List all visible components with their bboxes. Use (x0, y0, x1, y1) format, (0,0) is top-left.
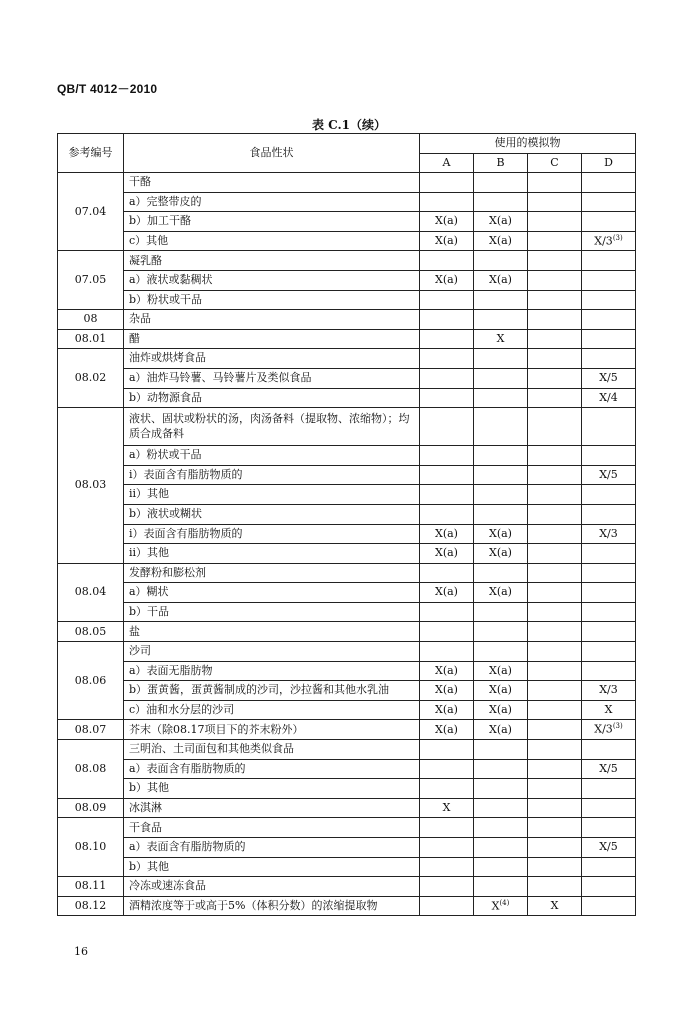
simulant-c-cell (528, 173, 582, 193)
food-description: b）动物源食品 (124, 388, 420, 408)
simulant-d-cell (582, 231, 636, 251)
simulant-mark: X/4 (599, 390, 618, 404)
simulant-d-cell (582, 544, 636, 564)
simulant-b-cell (474, 740, 528, 760)
simulant-d-cell (582, 251, 636, 271)
simulant-mark: X(a) (489, 273, 512, 287)
footnote-ref: (3) (612, 233, 623, 242)
simulant-c-cell (528, 642, 582, 662)
food-description: 芥末（除08.17项目下的芥末粉外） (124, 720, 420, 740)
reference-code: 08 (58, 310, 124, 330)
reference-code: 08.06 (58, 642, 124, 720)
simulant-a-cell (420, 740, 474, 760)
simulant-mark: X (550, 898, 559, 912)
simulant-b-cell (474, 681, 528, 701)
simulant-d-cell (582, 192, 636, 212)
reference-code: 08.05 (58, 622, 124, 642)
simulant-b-cell (474, 231, 528, 251)
simulant-mark: X/3 (599, 683, 618, 697)
table-row (58, 368, 636, 388)
simulant-mark: X/3 (594, 722, 613, 736)
simulant-d-cell (582, 818, 636, 838)
food-description: b）粉状或干品 (124, 290, 420, 310)
simulant-d-cell (582, 720, 636, 740)
simulant-b-cell (474, 408, 528, 446)
reference-code: 08.04 (58, 563, 124, 622)
simulant-mark: X(a) (489, 526, 512, 540)
footnote-ref: (4) (499, 898, 510, 907)
simulant-c-cell (528, 740, 582, 760)
simulant-d-cell (582, 310, 636, 330)
simulant-d-cell (582, 838, 636, 858)
table-row (58, 583, 636, 603)
food-description: ii）其他 (124, 544, 420, 564)
table-row (58, 349, 636, 369)
simulant-a-cell (420, 310, 474, 330)
header-c: C (528, 154, 582, 173)
simulant-d-cell (582, 661, 636, 681)
simulant-a-cell (420, 857, 474, 877)
simulant-c-cell (528, 212, 582, 232)
simulant-b-cell (474, 251, 528, 271)
food-description: 凝乳酪 (124, 251, 420, 271)
food-description: b）干品 (124, 602, 420, 622)
simulant-b-cell (474, 270, 528, 290)
simulant-a-cell (420, 681, 474, 701)
simulant-mark: X(a) (489, 683, 512, 697)
table-row (58, 838, 636, 858)
table-row (58, 192, 636, 212)
simulant-mark: X(a) (489, 585, 512, 599)
food-description: b）液状或糊状 (124, 504, 420, 524)
simulant-c-cell (528, 368, 582, 388)
simulant-b-cell (474, 290, 528, 310)
simulant-b-cell (474, 368, 528, 388)
table-row (58, 231, 636, 251)
table-row (58, 212, 636, 232)
simulant-d-cell (582, 270, 636, 290)
simulant-a-cell (420, 544, 474, 564)
simulant-a-cell (420, 251, 474, 271)
simulant-c-cell (528, 583, 582, 603)
simulant-a-cell (420, 192, 474, 212)
simulant-c-cell (528, 251, 582, 271)
simulant-a-cell (420, 329, 474, 349)
simulant-c-cell (528, 270, 582, 290)
simulant-a-cell (420, 583, 474, 603)
simulant-b-cell (474, 310, 528, 330)
simulant-b-cell (474, 485, 528, 505)
table-row (58, 681, 636, 701)
simulant-d-cell (582, 779, 636, 799)
simulant-c-cell (528, 349, 582, 369)
simulant-c-cell (528, 857, 582, 877)
table-row (58, 173, 636, 193)
simulant-d-cell (582, 485, 636, 505)
simulant-d-cell (582, 368, 636, 388)
food-description: a）糊状 (124, 583, 420, 603)
simulant-mark: X(a) (435, 233, 458, 247)
simulant-mark: X(a) (435, 663, 458, 677)
reference-code: 08.10 (58, 818, 124, 877)
simulant-b-cell (474, 661, 528, 681)
reference-code: 08.01 (58, 329, 124, 349)
simulant-b-cell (474, 544, 528, 564)
simulant-mark: X (442, 800, 451, 814)
simulant-b-cell (474, 563, 528, 583)
table-row (58, 759, 636, 779)
simulant-d-cell (582, 329, 636, 349)
simulant-b-cell (474, 720, 528, 740)
simulant-a-cell (420, 173, 474, 193)
simulant-b-cell (474, 465, 528, 485)
simulant-d-cell (582, 622, 636, 642)
simulant-mark: X/5 (599, 467, 618, 481)
header-simulants: 使用的模拟物 (420, 134, 636, 154)
simulant-c-cell (528, 504, 582, 524)
table-row (58, 563, 636, 583)
simulant-d-cell (582, 896, 636, 916)
header-d: D (582, 154, 636, 173)
simulant-b-cell (474, 838, 528, 858)
simulant-b-cell (474, 622, 528, 642)
table-row (58, 602, 636, 622)
simulant-d-cell (582, 563, 636, 583)
simulant-c-cell (528, 720, 582, 740)
table-row (58, 485, 636, 505)
simulant-d-cell (582, 465, 636, 485)
food-description: a）液状或黏稠状 (124, 270, 420, 290)
simulant-a-cell (420, 838, 474, 858)
simulant-a-cell (420, 896, 474, 916)
simulant-a-cell (420, 388, 474, 408)
simulant-b-cell (474, 818, 528, 838)
simulant-a-cell (420, 524, 474, 544)
simulant-b-cell (474, 642, 528, 662)
table-row (58, 642, 636, 662)
reference-code: 08.03 (58, 408, 124, 564)
food-description: a）表面含有脂肪物质的 (124, 759, 420, 779)
food-description: ii）其他 (124, 485, 420, 505)
simulant-mark: X/3 (599, 526, 618, 540)
food-description: 干食品 (124, 818, 420, 838)
simulant-a-cell (420, 408, 474, 446)
simulant-c-cell (528, 798, 582, 818)
simulant-mark: X(a) (489, 663, 512, 677)
simulant-a-cell (420, 349, 474, 369)
simulant-b-cell (474, 504, 528, 524)
table-row (58, 504, 636, 524)
simulant-b-cell (474, 798, 528, 818)
simulant-d-cell (582, 388, 636, 408)
simulant-a-cell (420, 368, 474, 388)
simulant-a-cell (420, 212, 474, 232)
simulant-b-cell (474, 173, 528, 193)
table-row (58, 720, 636, 740)
table-row (58, 524, 636, 544)
table-row (58, 661, 636, 681)
table-row (58, 251, 636, 271)
simulant-c-cell (528, 700, 582, 720)
simulant-a-cell (420, 290, 474, 310)
food-description: 醋 (124, 329, 420, 349)
food-description: b）加工干酪 (124, 212, 420, 232)
simulant-mark: X (491, 899, 500, 913)
food-description: 盐 (124, 622, 420, 642)
simulant-a-cell (420, 622, 474, 642)
simulant-a-cell (420, 485, 474, 505)
simulant-a-cell (420, 602, 474, 622)
simulant-c-cell (528, 838, 582, 858)
simulant-a-cell (420, 779, 474, 799)
food-description: 油炸或烘烤食品 (124, 349, 420, 369)
page-number: 16 (74, 945, 88, 958)
header-food: 食品性状 (124, 134, 420, 173)
simulant-mark: X/5 (599, 761, 618, 775)
simulant-d-cell (582, 877, 636, 897)
table-row (58, 622, 636, 642)
simulant-a-cell (420, 759, 474, 779)
simulant-a-cell (420, 700, 474, 720)
header-row (58, 134, 636, 154)
table-row (58, 408, 636, 446)
simulant-d-cell (582, 857, 636, 877)
simulant-d-cell (582, 681, 636, 701)
table-row (58, 740, 636, 760)
reference-code: 08.11 (58, 877, 124, 897)
table-row (58, 877, 636, 897)
reference-code: 07.04 (58, 173, 124, 251)
food-description: 发酵粉和膨松剂 (124, 563, 420, 583)
simulant-c-cell (528, 661, 582, 681)
table-row (58, 544, 636, 564)
simulant-a-cell (420, 563, 474, 583)
table-row (58, 310, 636, 330)
table-row (58, 700, 636, 720)
simulant-c-cell (528, 896, 582, 916)
table-row (58, 857, 636, 877)
simulant-c-cell (528, 329, 582, 349)
table-body (58, 173, 636, 916)
reference-code: 08.08 (58, 740, 124, 799)
simulant-b-cell (474, 700, 528, 720)
simulant-a-cell (420, 446, 474, 466)
simulant-d-cell (582, 446, 636, 466)
table-row (58, 388, 636, 408)
table-row (58, 270, 636, 290)
simulant-mark: X(a) (435, 702, 458, 716)
simulant-mark: X(a) (489, 722, 512, 736)
food-description: a）表面含有脂肪物质的 (124, 838, 420, 858)
food-description: a）完整带皮的 (124, 192, 420, 212)
simulant-mark: X(a) (435, 214, 458, 228)
simulant-c-cell (528, 192, 582, 212)
simulant-d-cell (582, 798, 636, 818)
food-description: i）表面含有脂肪物质的 (124, 465, 420, 485)
simulant-d-cell (582, 212, 636, 232)
reference-code: 08.02 (58, 349, 124, 408)
simulant-c-cell (528, 388, 582, 408)
simulant-c-cell (528, 290, 582, 310)
food-description: a）表面无脂肪物 (124, 661, 420, 681)
food-description: 沙司 (124, 642, 420, 662)
table-row (58, 465, 636, 485)
standard-code: QB/T 4012－2010 (57, 82, 158, 96)
simulant-b-cell (474, 192, 528, 212)
simulant-b-cell (474, 329, 528, 349)
table-row (58, 798, 636, 818)
food-description: b）其他 (124, 857, 420, 877)
simulant-c-cell (528, 759, 582, 779)
reference-code: 08.09 (58, 798, 124, 818)
simulant-c-cell (528, 544, 582, 564)
food-description: i）表面含有脂肪物质的 (124, 524, 420, 544)
simulant-d-cell (582, 740, 636, 760)
reference-code: 08.07 (58, 720, 124, 740)
food-description: 冰淇淋 (124, 798, 420, 818)
simulant-d-cell (582, 504, 636, 524)
simulant-b-cell (474, 896, 528, 916)
simulant-b-cell (474, 388, 528, 408)
simulant-b-cell (474, 759, 528, 779)
simulant-a-cell (420, 720, 474, 740)
simulant-c-cell (528, 622, 582, 642)
simulant-d-cell (582, 408, 636, 446)
table-row (58, 818, 636, 838)
simulant-b-cell (474, 583, 528, 603)
simulant-mark: X(a) (435, 526, 458, 540)
food-description: 酒精浓度等于或高于5%（体积分数）的浓缩提取物 (124, 896, 420, 916)
simulant-c-cell (528, 485, 582, 505)
simulant-b-cell (474, 524, 528, 544)
reference-code: 07.05 (58, 251, 124, 310)
simulant-mark: X(a) (489, 214, 512, 228)
table-row (58, 779, 636, 799)
simulant-mark: X(a) (435, 722, 458, 736)
simulant-d-cell (582, 290, 636, 310)
simulant-d-cell (582, 700, 636, 720)
simulant-d-cell (582, 349, 636, 369)
simulant-c-cell (528, 877, 582, 897)
simulant-mark: X(a) (489, 702, 512, 716)
simulant-mark: X (604, 702, 613, 716)
simulant-c-cell (528, 310, 582, 330)
food-description: 杂品 (124, 310, 420, 330)
food-description: b）蛋黄酱，蛋黄酱制成的沙司，沙拉酱和其他水乳油 (124, 681, 420, 701)
simulant-c-cell (528, 446, 582, 466)
simulant-d-cell (582, 759, 636, 779)
simulant-d-cell (582, 524, 636, 544)
simulant-b-cell (474, 349, 528, 369)
table-row (58, 329, 636, 349)
food-description: 冷冻或速冻食品 (124, 877, 420, 897)
simulant-d-cell (582, 602, 636, 622)
simulant-a-cell (420, 877, 474, 897)
simulant-a-cell (420, 642, 474, 662)
simulant-mark: X(a) (489, 233, 512, 247)
table-row (58, 446, 636, 466)
simulant-a-cell (420, 798, 474, 818)
simulant-c-cell (528, 465, 582, 485)
simulant-mark: X(a) (435, 546, 458, 560)
simulant-mark: X/5 (599, 840, 618, 854)
simulant-c-cell (528, 602, 582, 622)
simulant-b-cell (474, 779, 528, 799)
simulant-a-cell (420, 231, 474, 251)
simulant-c-cell (528, 408, 582, 446)
food-description: a）油炸马铃薯、马铃薯片及类似食品 (124, 368, 420, 388)
simulant-b-cell (474, 446, 528, 466)
simulant-d-cell (582, 583, 636, 603)
simulant-mark: X (496, 331, 505, 345)
simulant-b-cell (474, 602, 528, 622)
header-b: B (474, 154, 528, 173)
simulant-c-cell (528, 818, 582, 838)
simulant-a-cell (420, 270, 474, 290)
simulant-c-cell (528, 231, 582, 251)
table-row (58, 896, 636, 916)
simulant-mark: X/5 (599, 371, 618, 385)
food-description: c）其他 (124, 231, 420, 251)
simulant-b-cell (474, 877, 528, 897)
simulant-table (57, 133, 636, 916)
simulant-c-cell (528, 563, 582, 583)
reference-code: 08.12 (58, 896, 124, 916)
simulant-mark: X/3 (594, 234, 613, 248)
food-description: 液状、固状或粉状的汤，肉汤备料（提取物、浓缩物）；均质合成备料 (124, 408, 420, 446)
simulant-a-cell (420, 504, 474, 524)
simulant-c-cell (528, 681, 582, 701)
food-description: a）粉状或干品 (124, 446, 420, 466)
header-code: 参考编号 (58, 134, 124, 173)
simulant-c-cell (528, 524, 582, 544)
simulant-c-cell (528, 779, 582, 799)
food-description: 干酪 (124, 173, 420, 193)
simulant-a-cell (420, 465, 474, 485)
table-title: 表 C.1（续） (311, 118, 387, 132)
food-description: c）油和水分层的沙司 (124, 700, 420, 720)
food-description: b）其他 (124, 779, 420, 799)
simulant-mark: X(a) (435, 683, 458, 697)
simulant-mark: X(a) (435, 585, 458, 599)
simulant-mark: X(a) (489, 546, 512, 560)
simulant-d-cell (582, 173, 636, 193)
table-row (58, 290, 636, 310)
header-a: A (420, 154, 474, 173)
simulant-b-cell (474, 857, 528, 877)
food-description: 三明治、土司面包和其他类似食品 (124, 740, 420, 760)
simulant-b-cell (474, 212, 528, 232)
footnote-ref: (3) (612, 722, 623, 731)
simulant-a-cell (420, 818, 474, 838)
simulant-a-cell (420, 661, 474, 681)
simulant-mark: X(a) (435, 273, 458, 287)
simulant-d-cell (582, 642, 636, 662)
